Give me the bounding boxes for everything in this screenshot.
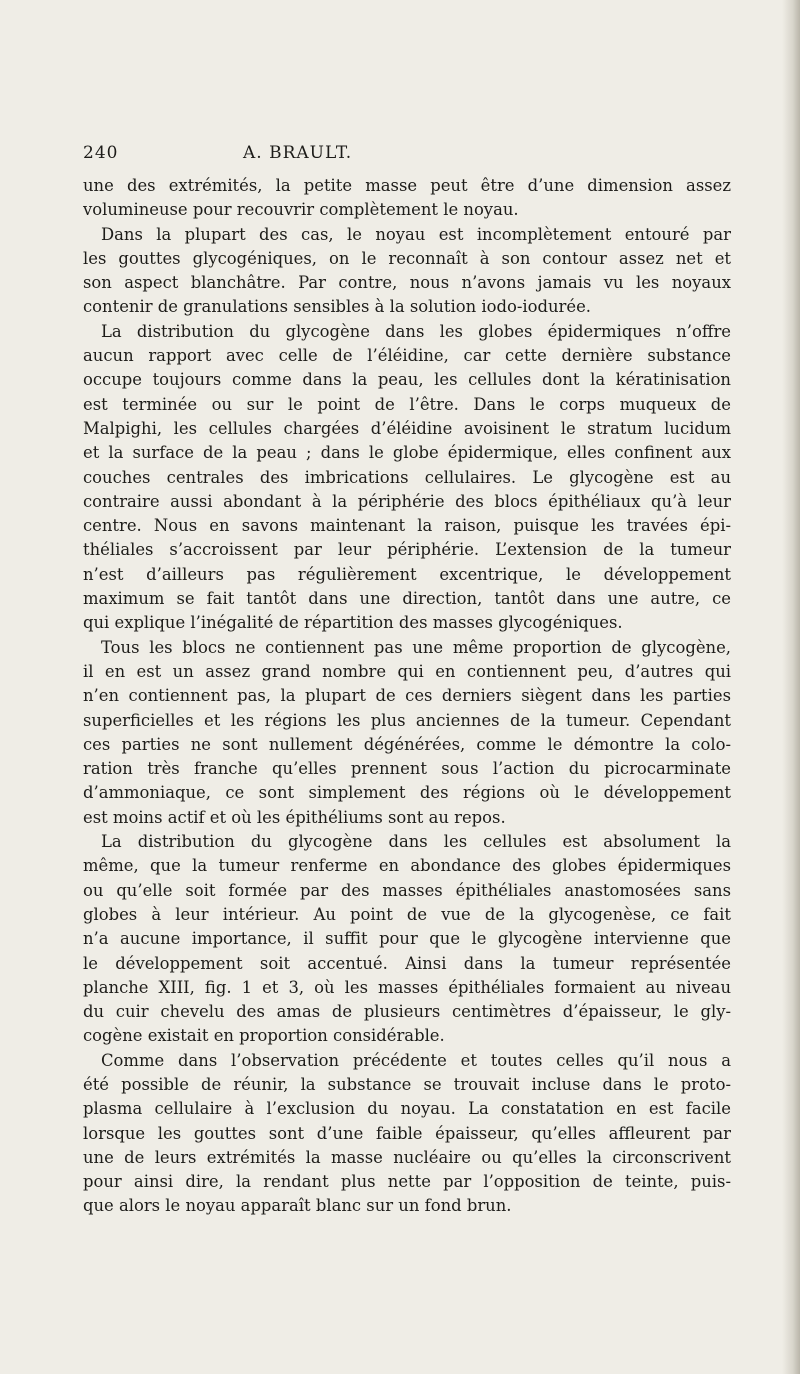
- text-line: n’est d’ailleurs pas régulièrement excentrique, le développement: [83, 564, 731, 584]
- text-line: contraire aussi abondant à la périphérie des blocs épithéliaux qu’à leur: [83, 491, 731, 511]
- text-line: occupe toujours comme dans la peau, les cellules dont la kératinisation: [83, 370, 731, 390]
- text-line: ou qu’elle soit formée par des masses épithéliales anastomosées sans: [83, 880, 731, 900]
- text-line: théliales s’accroissent par leur périphérie. L’extension de la tumeur: [83, 540, 731, 560]
- text-line: que alors le noyau apparaît blanc sur un fond brun.: [83, 1196, 512, 1216]
- text-line: du cuir chevelu des amas de plusieurs centimètres d’épaisseur, le gly-: [83, 1002, 731, 1022]
- text-line: le développement soit accentué. Ainsi dans la tumeur représentée: [83, 953, 731, 973]
- text-line: Malpighi, les cellules chargées d’éléidine avoisinent le stratum lucidum: [83, 418, 731, 438]
- text-line: globes à leur intérieur. Au point de vue de la glycogenèse, ce fait: [83, 904, 731, 924]
- text-line: ration très franche qu’elles prennent sous l’action du picrocarminate: [83, 759, 731, 779]
- text-line: qui explique l’inégalité de répartition des masses glycogéniques.: [83, 613, 623, 633]
- text-line: volumineuse pour recouvrir complètement le noyau.: [83, 200, 519, 220]
- page-edge-shadow: [782, 0, 800, 1374]
- text-line: La distribution du glycogène dans les cellules est absolument la: [101, 832, 731, 852]
- text-line: une de leurs extrémités la masse nucléaire ou qu’elles la circonscrivent: [83, 1147, 731, 1167]
- text-line: été possible de réunir, la substance se trouvait incluse dans le proto-: [83, 1074, 731, 1094]
- text-line: couches centrales des imbrications cellulaires. Le glycogène est au: [83, 467, 731, 487]
- text-line: est terminée ou sur le point de l’être. Dans le corps muqueux de: [83, 394, 731, 414]
- body-text: [83, 174, 731, 1219]
- page-header: [83, 143, 733, 167]
- text-line: d’ammoniaque, ce sont simplement des régions où le développement: [83, 783, 731, 803]
- text-line: pour ainsi dire, la rendant plus nette par l’opposition de teinte, puis-: [83, 1172, 731, 1192]
- text-line: superficielles et les régions les plus anciennes de la tumeur. Cependant: [83, 710, 731, 730]
- text-line: et la surface de la peau ; dans le globe épidermique, elles confinent aux: [83, 443, 731, 463]
- running-head: A. BRAULT.: [243, 143, 353, 163]
- text-line: La distribution du glycogène dans les globes épidermiques n’offre: [101, 321, 731, 341]
- text-line: il en est un assez grand nombre qui en contiennent peu, d’autres qui: [83, 661, 731, 681]
- text-line: Dans la plupart des cas, le noyau est incomplètement entouré par: [101, 224, 731, 244]
- text-line: Comme dans l’observation précédente et toutes celles qu’il nous a: [101, 1050, 731, 1070]
- text-line: lorsque les gouttes sont d’une faible épaisseur, qu’elles affleurent par: [83, 1123, 731, 1143]
- text-line: planche XIII, fig. 1 et 3, où les masses épithéliales formaient au niveau: [83, 977, 731, 997]
- text-line: est moins actif et où les épithéliums sont au repos.: [83, 807, 506, 827]
- text-line: les gouttes glycogéniques, on le reconnaît à son contour assez net et: [83, 248, 731, 268]
- text-line: son aspect blanchâtre. Par contre, nous n’avons jamais vu les noyaux: [83, 273, 731, 293]
- text-line: contenir de granulations sensibles à la solution iodo-iodurée.: [83, 297, 591, 317]
- text-line: même, que la tumeur renferme en abondance des globes épidermiques: [83, 856, 731, 876]
- text-line: n’a aucune importance, il suffit pour que le glycogène intervienne que: [83, 929, 731, 949]
- text-line: cogène existait en proportion considérable.: [83, 1026, 445, 1046]
- text-line: n’en contiennent pas, la plupart de ces derniers siègent dans les parties: [83, 686, 731, 706]
- text-line: centre. Nous en savons maintenant la raison, puisque les travées épi-: [83, 516, 731, 536]
- text-line: ces parties ne sont nullement dégénérées, comme le démontre la colo-: [83, 734, 731, 754]
- text-line: une des extrémités, la petite masse peut être d’une dimension assez: [83, 176, 731, 195]
- text-line: aucun rapport avec celle de l’éléidine, car cette dernière substance: [83, 346, 731, 366]
- text-line: plasma cellulaire à l’exclusion du noyau. La constatation en est facile: [83, 1099, 731, 1119]
- text-line: Tous les blocs ne contiennent pas une même proportion de glycogène,: [101, 637, 731, 657]
- page-number: 240: [83, 143, 119, 163]
- text-line: maximum se fait tantôt dans une direction, tantôt dans une autre, ce: [83, 589, 731, 609]
